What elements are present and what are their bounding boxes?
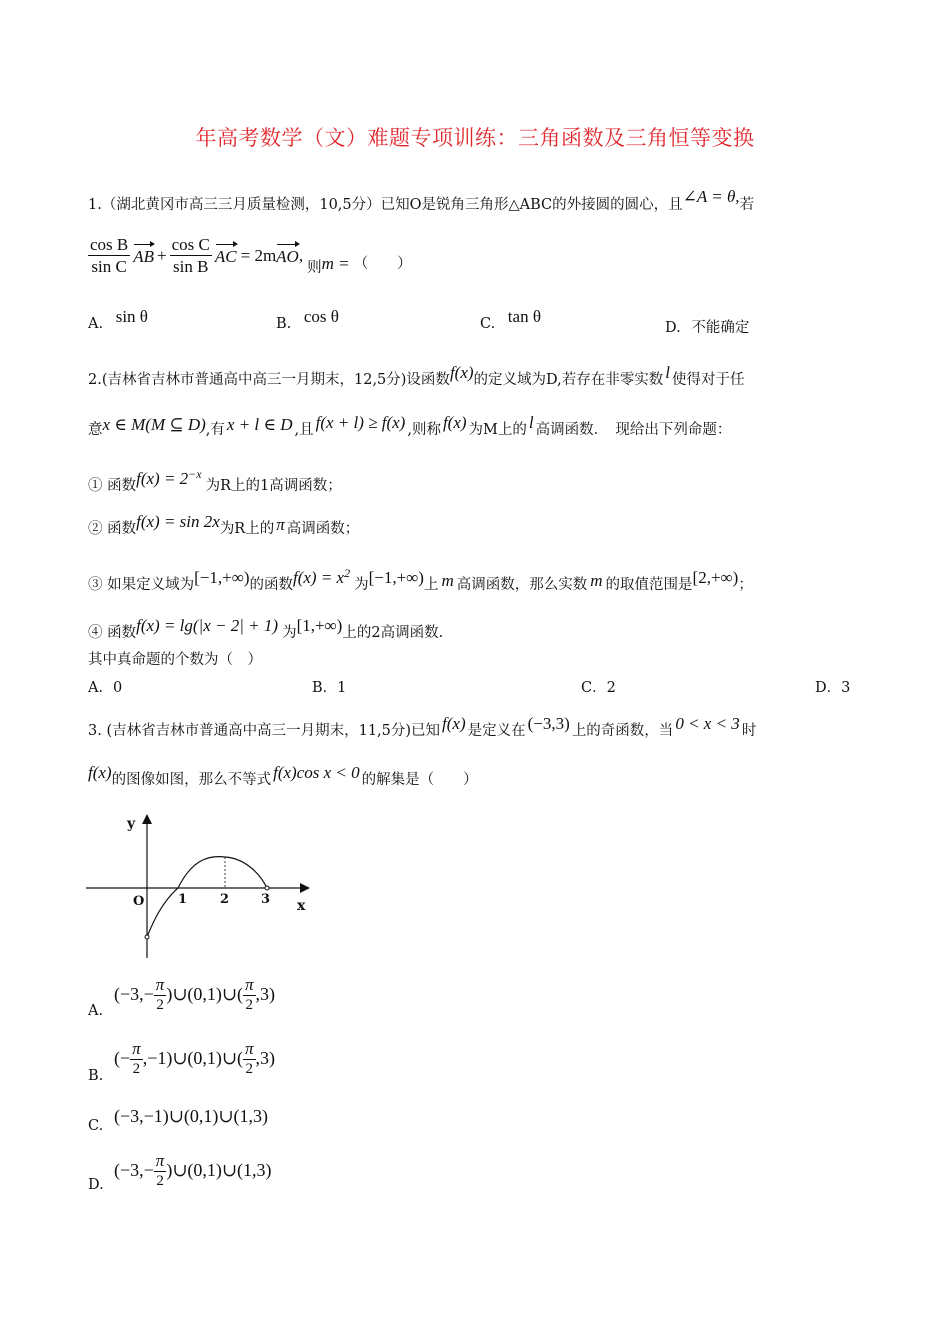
q2-option-d[interactable] [815, 676, 850, 697]
option-label: C. [480, 316, 496, 332]
tick-label-1: 1 [178, 892, 188, 907]
function-expression: f(x) = lg(|x − 2| + 1) [136, 616, 279, 635]
pi-symbol: π [276, 515, 285, 534]
condition-expression: 0 < x < 3 [675, 714, 740, 733]
statement-text: 的函数 [249, 576, 293, 593]
question-1-equation [88, 236, 412, 275]
statement-text: ④ 函数 [88, 625, 137, 641]
expression-part: ,3) [255, 1048, 276, 1068]
question-2-line-2 [88, 413, 732, 440]
option-label: D. [665, 320, 681, 336]
y-axis-arrow [142, 814, 152, 824]
m-variable: m [590, 570, 603, 590]
statement-text: 上的2高调函数. [342, 625, 444, 641]
membership-expression: x + l ∈ D [226, 415, 293, 434]
option-value: tan θ [507, 307, 541, 326]
question-2-text: 意 [88, 422, 103, 438]
fx-expression: f(x) [442, 413, 467, 432]
question-3-line-2 [88, 763, 478, 790]
m-equals: m = [321, 253, 350, 273]
then-text: 则 [307, 259, 322, 276]
q1-option-d[interactable] [665, 316, 749, 337]
statement-text: 为R上的 [219, 521, 275, 537]
plus-sign: + [157, 245, 167, 265]
tick-label-2: 2 [220, 892, 230, 907]
y-axis-label: y [127, 816, 136, 832]
q1-option-c[interactable] [480, 307, 541, 333]
equals-2m: = 2m [240, 245, 277, 265]
statement-4 [88, 616, 444, 643]
option-label: B. [276, 316, 292, 332]
tick-label-3: 3 [261, 892, 271, 907]
domain-interval: [−1,+∞) [368, 567, 424, 587]
option-label: A. [88, 316, 104, 332]
inequality-expression: f(x)cos x < 0 [273, 763, 360, 782]
option-value: cos θ [303, 307, 339, 326]
q3-option-d-expression[interactable] [114, 1152, 271, 1189]
function-expression: f(x) = sin 2x [136, 512, 220, 531]
question-3-text: 的解集是（ ） [361, 772, 478, 788]
expression-part: )∪(0,1)∪( [166, 984, 243, 1004]
q2-option-a[interactable] [88, 676, 122, 697]
fx-expression: f(x) [449, 363, 474, 382]
function-graph [80, 810, 320, 960]
statement-text: 上 [423, 576, 439, 593]
vector-ab: AB [133, 244, 154, 267]
question-2-text: ,且 [294, 422, 314, 438]
question-2-text: 高调函数． 现给出下列命题： [535, 422, 732, 438]
fraction-pi-over-2: $\frac{\pi}{2}$ [132, 1039, 141, 1077]
page-title: 年高考数学（文）难题专项训练：三角函数及三角恒等变换 [195, 126, 755, 150]
question-number: 1. [88, 197, 102, 213]
question-2-ask: 其中真命题的个数为（ ） [88, 652, 262, 668]
question-3-line-1 [88, 714, 757, 741]
question-2-text: ,有 [205, 422, 225, 438]
option-value: 3 [841, 680, 851, 696]
x-axis-label: x [297, 898, 306, 914]
answer-blank: （ ） [353, 255, 412, 272]
open-point-bottom [145, 935, 149, 939]
function-curve [147, 857, 267, 937]
question-2-text: 2.(吉林省吉林市普通高中高三一月期末，12,5分)设函数 [88, 372, 450, 388]
expression-part: )∪(0,1)∪(1,3) [166, 1160, 272, 1180]
option-label: C． [581, 680, 607, 696]
q3-option-a-expression[interactable] [114, 976, 275, 1013]
option-value: 2 [606, 680, 616, 696]
question-2-text: 为M上的 [468, 422, 527, 438]
question-3-text: 时 [741, 723, 757, 739]
option-label: D． [815, 680, 842, 696]
fraction-numerator: cos C [171, 235, 210, 254]
question-3-text: 3. (吉林省吉林市普通高中高三一月期末，11,5分)已知 [88, 723, 441, 739]
function-expression: f(x) = x [292, 567, 345, 587]
statement-text: ③ 如果定义域为 [88, 576, 195, 593]
statement-1 [88, 467, 342, 496]
option-label: A． [88, 680, 113, 696]
question-1-text-tail: 若 [739, 197, 755, 213]
fraction-pi-over-2: $\frac{\pi}{2}$ [244, 1039, 254, 1077]
q1-option-a[interactable] [88, 307, 148, 333]
statement-text: 高调函数； [286, 521, 360, 537]
fraction-numerator: cos B [90, 235, 129, 254]
q3-option-c-label[interactable]: C. [88, 1118, 104, 1134]
fraction-denominator: sin B [173, 257, 209, 276]
statement-text: ； [738, 576, 753, 593]
option-value: 1 [337, 680, 347, 696]
q3-option-b-label[interactable]: B. [88, 1068, 104, 1084]
q3-option-d-label[interactable]: D. [88, 1177, 104, 1193]
option-value: 0 [112, 680, 123, 696]
range-interval: [2,+∞) [692, 567, 739, 587]
q3-option-b-expression[interactable] [114, 1040, 275, 1077]
fraction-denominator: sin C [91, 257, 127, 276]
question-2-text: 使得对于任 [671, 372, 745, 388]
function-expression: f(x) = 2 [136, 468, 189, 488]
comma: , [298, 245, 304, 265]
fraction-pi-over-2: $\frac{\pi}{2}$ [155, 1151, 165, 1189]
expression-part: (−3,− [114, 984, 154, 1004]
question-1-text: （湖北黄冈市高三三月质量检测，10,5分）已知O是锐角三角形△ABC的外接圆的圆心，且 [101, 197, 683, 213]
statement-text: 为 [282, 625, 297, 641]
exponent: 2 [344, 566, 351, 580]
question-3-text: 上的奇函数，当 [571, 723, 674, 739]
question-3-text: 是定义在 [467, 723, 526, 739]
domain-expression: x ∈ M(M ⊆ D) [102, 415, 206, 434]
statement-2 [88, 512, 360, 539]
statement-text: 为R上的1高调函数； [205, 477, 342, 494]
fx-expression: f(x) [442, 714, 466, 733]
origin-label: O [133, 894, 145, 909]
question-2-text: ,则称 [407, 422, 441, 438]
exponent: −x [188, 467, 202, 481]
question-3-text: 的图像如图，那么不等式 [111, 772, 272, 788]
q2-option-c[interactable] [581, 676, 616, 697]
question-2-line-1 [88, 363, 745, 390]
fraction-pi-over-2: $\frac{\pi}{2}$ [155, 975, 165, 1013]
m-variable: m [441, 570, 454, 590]
expression-part: ,−1)∪(0,1)∪( [142, 1048, 243, 1068]
inequality-expression: f(x + l) ≥ f(x) [315, 413, 406, 432]
vector-ac: AC [215, 244, 237, 267]
statement-text: 的取值范围是 [605, 576, 693, 593]
statement-text: 高调函数，那么实数 [456, 576, 588, 593]
q1-option-b[interactable] [276, 307, 339, 333]
statement-text: ① 函数 [88, 477, 137, 494]
expression-part: ,3) [255, 984, 275, 1004]
fx-expression: f(x) [88, 763, 112, 782]
fraction-pi-over-2: $\frac{\pi}{2}$ [244, 975, 254, 1013]
domain-interval: [1,+∞) [296, 616, 343, 635]
l-variable: l [528, 413, 534, 432]
domain-interval: [−1,+∞) [194, 567, 250, 587]
option-value: sin θ [115, 307, 148, 326]
l-variable: l [665, 363, 670, 382]
expression-part: (− [114, 1048, 131, 1068]
option-label: B． [312, 680, 338, 696]
question-1-line-1 [88, 187, 755, 215]
q3-option-c-expression[interactable]: (−3,−1)∪(0,1)∪(1,3) [114, 1106, 268, 1126]
x-axis-arrow [300, 883, 310, 893]
open-point-right [265, 886, 269, 890]
option-value: 不能确定 [691, 320, 750, 336]
statement-text: 为 [354, 576, 369, 593]
domain-interval: (−3,3) [527, 714, 570, 733]
q3-option-a-label[interactable]: A. [88, 1003, 104, 1019]
fraction-cosb-sinc [88, 236, 130, 275]
vector-ao: AO [276, 244, 299, 267]
statement-3 [88, 566, 753, 595]
q2-option-b[interactable] [312, 676, 346, 697]
question-2-text: 的定义域为D,若存在非零实数 [473, 372, 664, 388]
fraction-cosc-sinb [170, 236, 212, 275]
angle-expression: ∠A = θ, [682, 187, 740, 206]
statement-text: ② 函数 [88, 521, 137, 537]
expression-part: (−3,− [114, 1160, 154, 1180]
